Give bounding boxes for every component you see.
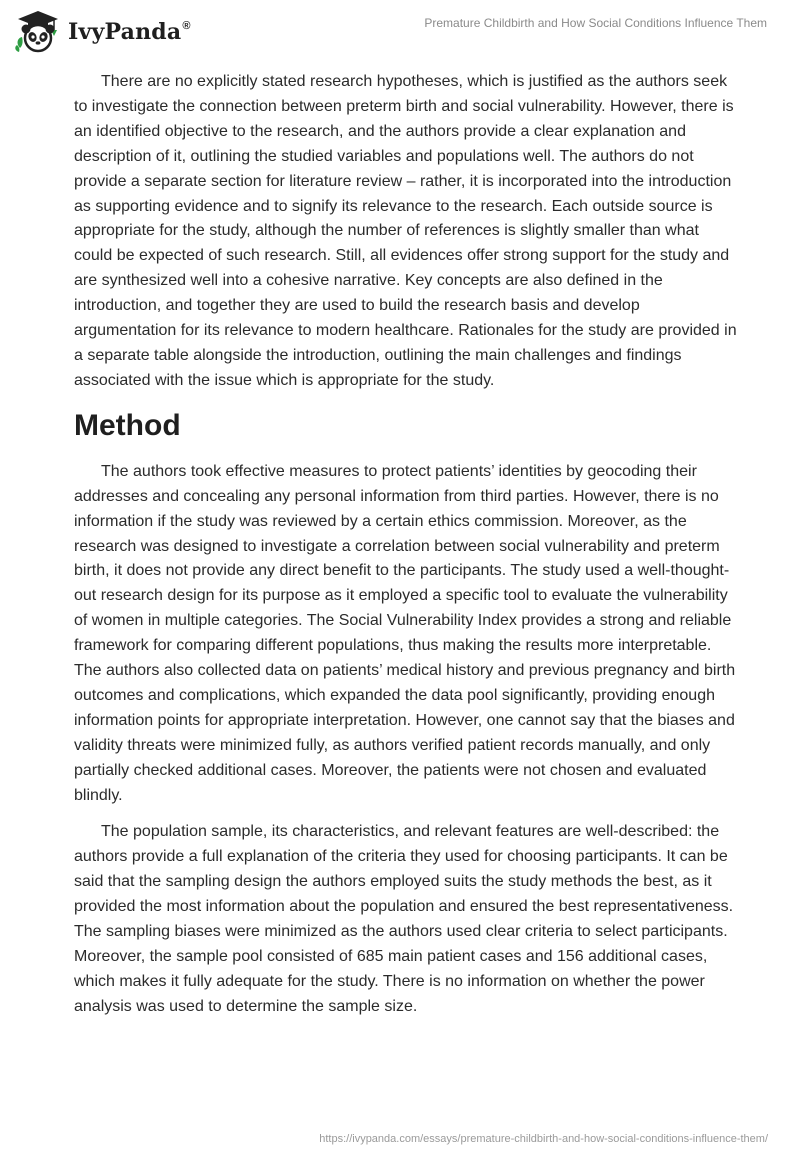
brand-name: IvyPanda® bbox=[68, 19, 191, 45]
paragraph-method-1: The authors took effective measures to protect patients’ identities by geocoding their addresses and concealing any personal information from third parties. However, there is no information if the study was reviewed by a certain ethics commission. Moreover, as the research was designed to investigate a correlation between social vulnerability and preterm birth, it does not provide any direct benefit to the participants. The study used a well-thought-out research design for its purpose as it employed a specific tool to evaluate the vulnerability of women in multiple categories. The Social Vulnerability Index provides a strong and reliable framework for comparing different populations, thus making the results more interpretable. The authors also collected data on patients’ medical history and previous pregnancy and birth outcomes and complications, which expanded the data pool significantly, providing enough information points for appropriate interpretation. However, one cannot say that the biases and validity threats were minimized fully, as authors verified patient records manually, and only partially checked additional cases. Moreover, the patients were not chosen and evaluated blindly. bbox=[74, 462, 736, 804]
page-header bbox=[0, 0, 800, 64]
essay-content bbox=[74, 70, 738, 1020]
document-title: Premature Childbirth and How Social Conditions Influence Them bbox=[424, 16, 767, 30]
panda-logo-icon bbox=[14, 8, 62, 56]
registered-mark: ® bbox=[182, 20, 191, 32]
section-heading-method: Method bbox=[74, 408, 181, 442]
brand-logo[interactable] bbox=[14, 8, 191, 56]
source-url[interactable]: https://ivypanda.com/essays/premature-childbirth-and-how-social-conditions-influence-them/ bbox=[319, 1133, 768, 1145]
paragraph-intro: There are no explicitly stated research hypotheses, which is justified as the authors seek to investigate the connection between preterm birth and social vulnerability. However, there is an identified objective to the research, and the authors provide a clear explanation and description of it, outlining the studied variables and populations well. The authors do not provide a separate section for literature review – rather, it is incorporated into the introduction as supporting evidence and to signify its relevance to the research. Each outside source is appropriate for the study, although the number of references is slightly smaller than what could be expected of such research. Still, all evidences offer strong support for the study and are synthesized well into a cohesive narrative. Key concepts are also defined in the introduction, and together they are used to build the research basis and develop argumentation for its relevance to modern healthcare. Rationales for the study are provided in a separate table alongside the introduction, outlining the main challenges and findings associated with the issue which is appropriate for the study. bbox=[74, 73, 737, 389]
paragraph-method-2: The population sample, its characteristics, and relevant features are well-described: the authors provide a full explanation of the criteria they used for choosing participants. It can be said that the sampling design the authors employed suits the study methods the best, as it provided the most information about the population and ensured the best representativeness. The sampling biases were minimized as the authors used clear criteria to select participants. Moreover, the sample pool consisted of 685 main patient cases and 156 additional cases, which makes it fully adequate for the study. There is no information on whether the power analysis was used to determine the sample size. bbox=[74, 823, 734, 1015]
